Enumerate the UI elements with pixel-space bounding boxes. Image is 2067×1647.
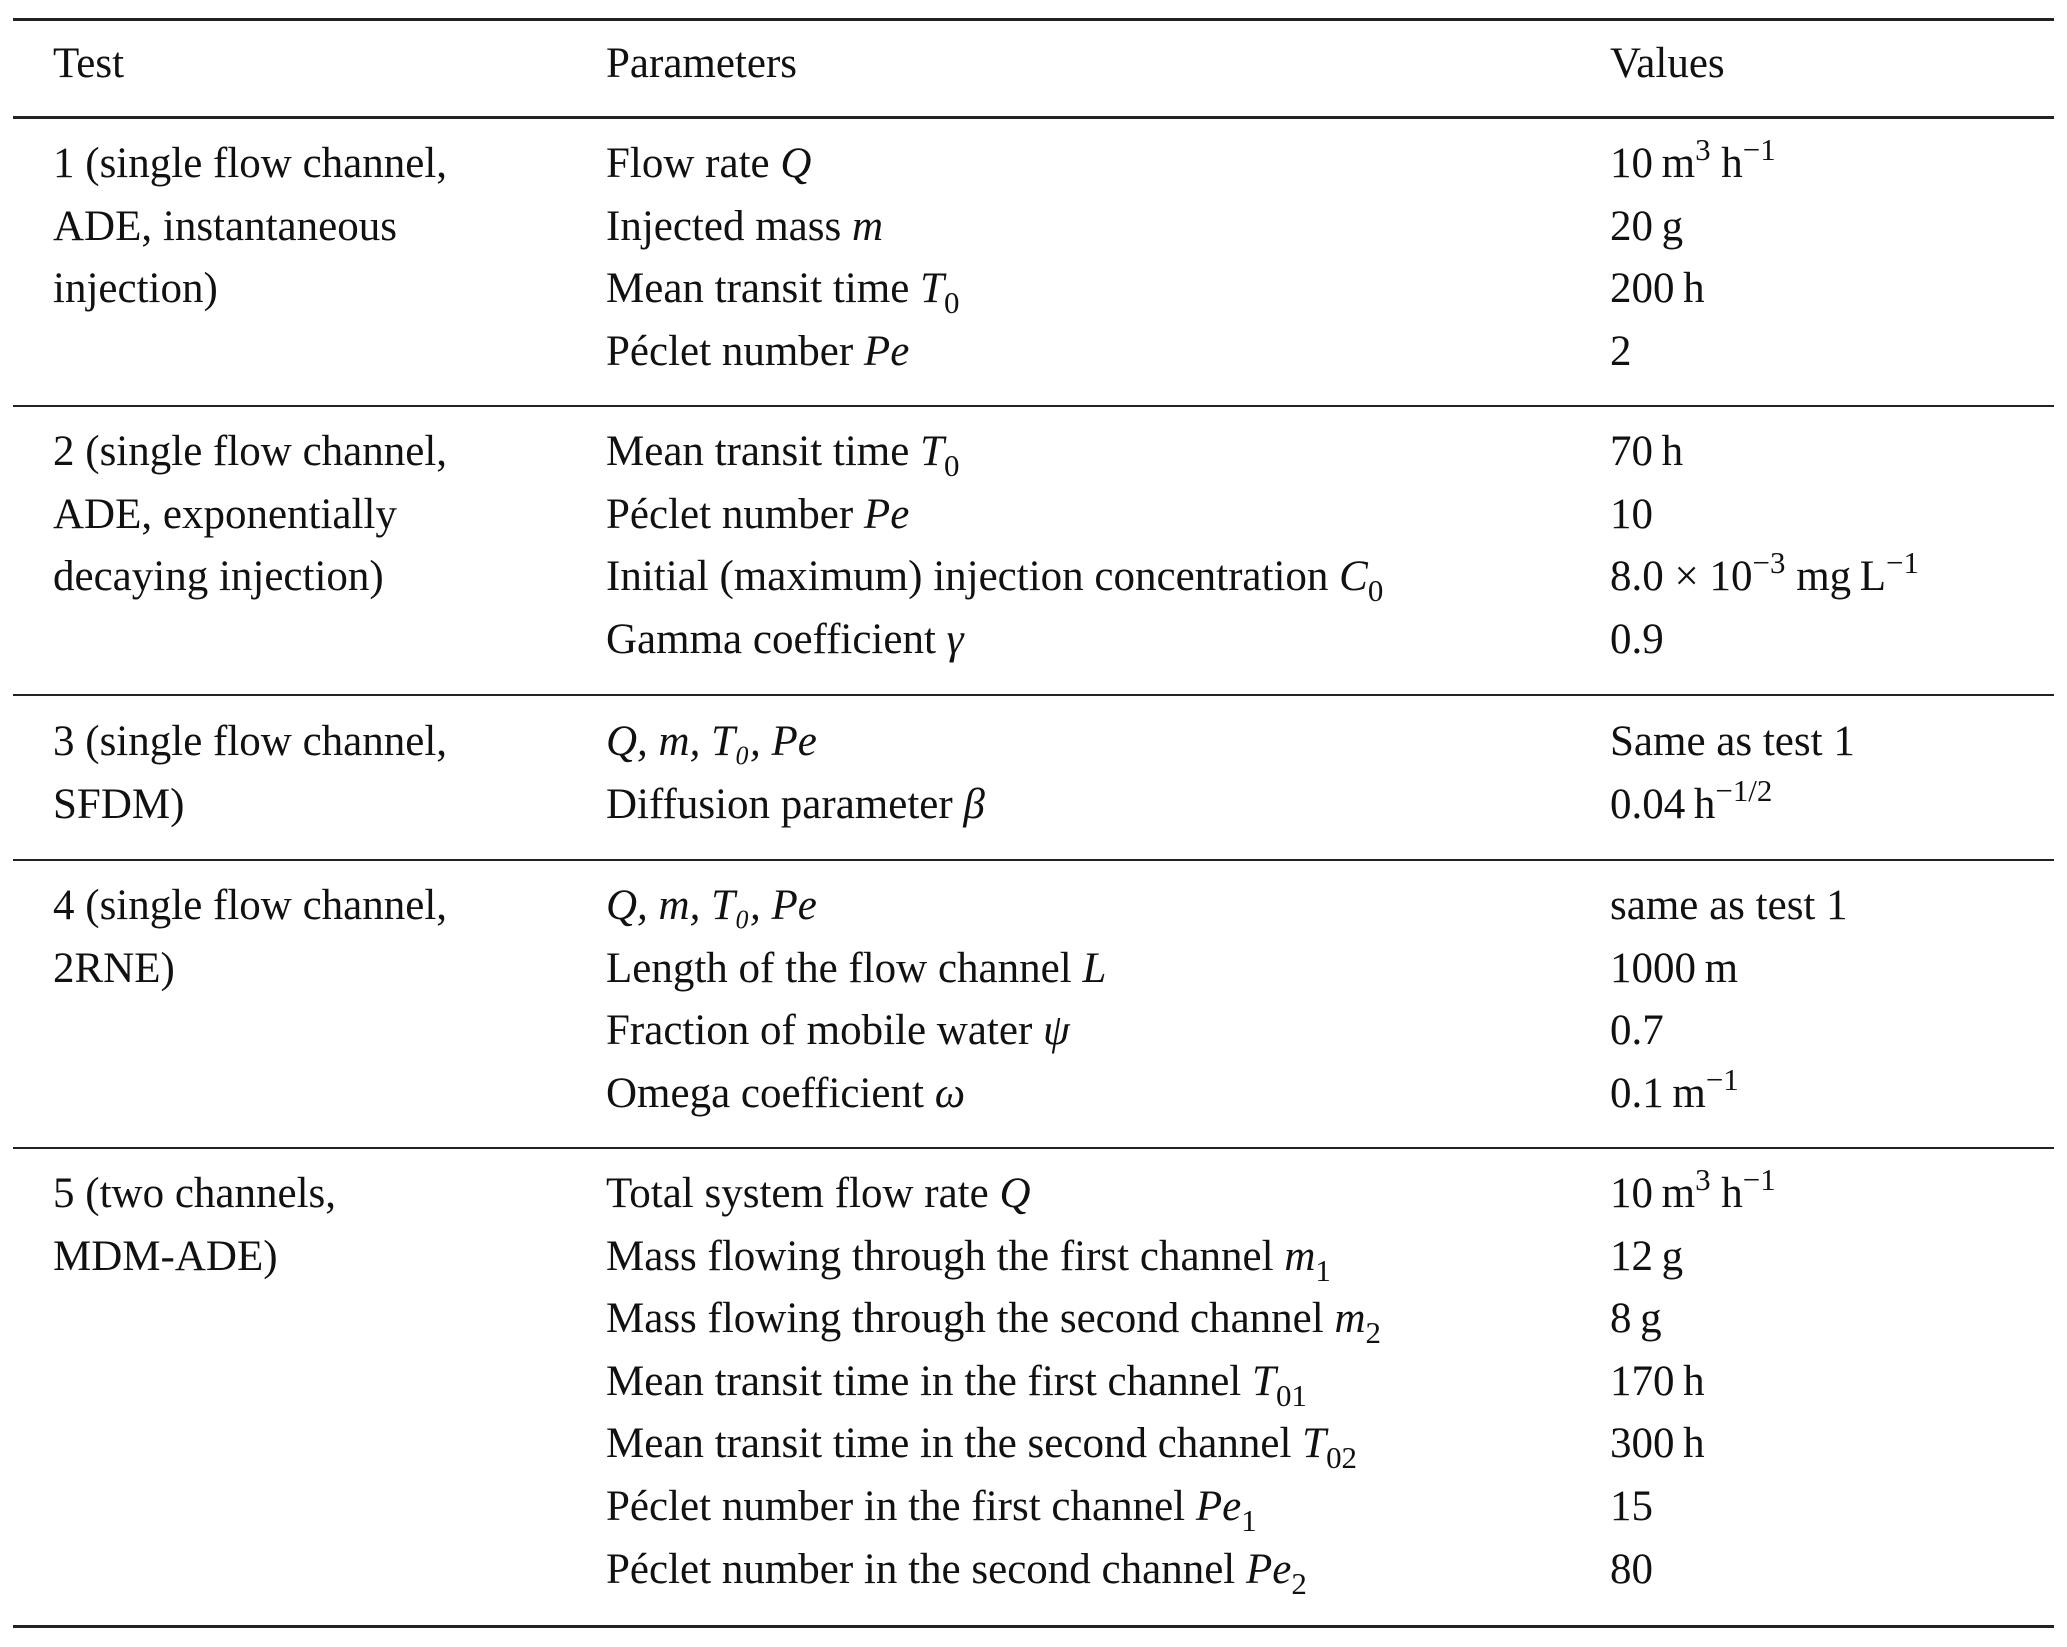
parameter-symbol: C [1339,553,1368,601]
parameter-symbol: Q [999,1170,1031,1217]
value-text: 0.9 [1610,615,1664,663]
test-label-line: ADE, exponentially [53,490,397,538]
value-text: 80 [1610,1545,1653,1593]
parameter-name [606,321,959,384]
test-label-line: decaying injection) [53,553,384,601]
parameter-name [606,875,1106,938]
value-exponent: −1/2 [1715,772,1773,808]
parameter-list [606,421,1383,671]
value-text: 0.1 m [1610,1069,1706,1117]
parameter-symbol: Pe [863,327,910,375]
parameter-text: Mass flowing through the second channel [606,1295,1335,1343]
parameter-value [1610,1539,1776,1602]
column-header-test: Test [53,40,125,87]
parameter-text: Péclet number [606,490,864,538]
value-text: same as test 1 [1610,882,1848,929]
parameter-symbol: Pe [863,490,910,538]
value-text: 300 h [1610,1420,1705,1468]
value-list [1610,875,1848,1125]
parameter-name [606,1063,1106,1126]
parameter-text: Mass flowing through the first channel [606,1232,1285,1280]
test-label [53,875,447,1000]
test-label-line: SFDM) [53,780,185,828]
parameter-name [606,1226,1381,1289]
row-separator [13,1147,2054,1149]
value-text: Same as test 1 [1610,718,1855,765]
value-text: 20 g [1610,202,1684,250]
value-text: 10 m [1610,140,1696,187]
parameter-symbol: T [920,428,944,475]
test-label-line: 2 (single flow channel, [53,428,448,475]
test-label [53,711,447,836]
parameter-list [606,133,959,383]
parameter-value [1610,609,1919,672]
parameter-name [606,1539,1381,1602]
value-unit: h [1710,140,1743,187]
row-separator [13,694,2054,696]
parameter-list [606,1163,1381,1601]
parameter-text: Length of the flow channel [606,944,1083,992]
parameter-name [606,1413,1381,1476]
symbol-subscript: 02 [1326,1440,1358,1476]
test-label-line: 5 (two channels, [53,1170,337,1217]
parameter-symbol: m [851,202,884,250]
parameter-symbol: β [963,780,985,828]
parameter-symbol: m [1284,1232,1316,1280]
value-text: 8.0 × 10 [1610,553,1753,601]
parameter-value [1610,1226,1776,1289]
value-unit: h [1710,1170,1743,1217]
parameter-value [1610,1063,1848,1126]
symbol-subscript: 1 [1241,1502,1257,1538]
value-text: 8 g [1610,1295,1662,1343]
parameter-symbol: Q, m, T₀, Pe [606,718,817,765]
test-label-line: 4 (single flow channel, [53,882,448,929]
parameter-value [1610,258,1776,321]
symbol-subscript: 0 [943,285,960,321]
bottom-rule [13,1625,2054,1628]
parameter-name [606,609,1383,672]
value-list [1610,711,1855,836]
parameter-value [1610,546,1919,609]
header-rule [13,116,2054,119]
parameter-name [606,1163,1381,1226]
parameter-value [1610,321,1776,384]
parameter-text: Diffusion parameter [606,780,964,828]
test-label-line: 1 (single flow channel, [53,140,448,187]
value-list [1610,421,1919,671]
parameter-name [606,421,1383,484]
parameter-value [1610,1288,1776,1351]
test-label-line: injection) [53,265,218,313]
value-list [1610,1163,1776,1601]
value-text: 2 [1610,327,1632,375]
row-separator [13,405,2054,407]
parameter-text: Péclet number in the second channel [606,1545,1247,1593]
parameter-value [1610,711,1855,774]
parameter-value [1610,133,1776,196]
value-text: 10 [1610,490,1653,538]
test-label [53,1163,336,1288]
parameter-text: Flow rate [606,140,781,187]
parameter-text: Omega coefficient [606,1069,935,1117]
test-label [53,133,447,321]
parameter-name [606,1288,1381,1351]
parameter-name [606,546,1383,609]
value-text: 0.04 h [1610,780,1716,828]
symbol-subscript: 2 [1291,1565,1307,1601]
parameter-symbol: m [1334,1295,1366,1343]
value-exponent: −3 [1752,545,1786,581]
parameter-name [606,1351,1381,1414]
value-text: 70 h [1610,428,1684,475]
parameter-value [1610,196,1776,259]
parameter-text: Mean transit time in the first channel [606,1357,1253,1405]
parameter-name [606,938,1106,1001]
parameter-value [1610,1413,1776,1476]
value-text: 200 h [1610,265,1705,313]
value-list [1610,133,1776,383]
value-text: 1000 m [1610,944,1739,992]
parameter-list [606,711,985,836]
parameter-name [606,711,985,774]
unit-exponent: −1 [1742,131,1776,167]
parameter-symbol: Pe [1246,1545,1292,1593]
parameter-text: Fraction of mobile water [606,1007,1044,1055]
parameter-text: Initial (maximum) injection concentration [606,553,1340,601]
value-exponent: −1 [1705,1061,1739,1097]
symbol-subscript: 0 [943,447,960,483]
symbol-subscript: 1 [1315,1252,1331,1288]
parameter-value [1610,484,1919,547]
parameter-text: Mean transit time in the second channel [606,1420,1303,1468]
parameter-name [606,133,959,196]
value-unit: mg L [1785,553,1887,601]
value-text: 10 m [1610,1170,1696,1217]
parameter-text: Péclet number in the first channel [606,1482,1196,1530]
parameter-value [1610,1000,1848,1063]
parameter-symbol: ω [934,1069,966,1117]
symbol-subscript: 01 [1275,1377,1307,1413]
parameter-value [1610,1476,1776,1539]
unit-exponent: −1 [1742,1161,1776,1197]
parameter-symbol: γ [946,615,964,663]
parameter-text: Mean transit time [606,265,921,313]
parameter-value [1610,875,1848,938]
value-text: 12 g [1610,1232,1684,1280]
parameter-value [1610,1351,1776,1414]
parameter-symbol: ψ [1043,1007,1070,1055]
parameter-text: Injected mass [606,202,852,250]
test-label-line: MDM-ADE) [53,1232,278,1280]
parameter-symbol: T [920,265,944,313]
parameter-text: Péclet number [606,327,864,375]
parameter-name [606,258,959,321]
value-text: 0.7 [1610,1007,1664,1055]
parameter-name [606,196,959,259]
value-exponent: 3 [1695,1161,1711,1197]
parameter-text: Total system flow rate [606,1170,1000,1217]
parameter-value [1610,421,1919,484]
parameter-symbol: Pe [1195,1482,1242,1530]
row-separator [13,859,2054,861]
parameter-symbol: L [1082,944,1107,992]
top-rule [13,18,2054,21]
parameter-text: Gamma coefficient [606,615,947,663]
symbol-subscript: 2 [1365,1315,1382,1351]
unit-exponent: −1 [1886,545,1919,581]
parameter-name [606,1476,1381,1539]
column-header-parameters: Parameters [606,40,798,87]
value-text: 15 [1610,1482,1653,1530]
parameter-list [606,875,1106,1125]
value-text: 170 h [1610,1357,1705,1405]
value-exponent: 3 [1695,131,1711,167]
parameter-name [606,484,1383,547]
column-header-values: Values [1610,40,1725,87]
parameter-symbol: Q, m, T₀, Pe [606,882,817,929]
parameter-symbol: T [1302,1420,1327,1468]
parameter-value [1610,1163,1776,1226]
parameter-value [1610,774,1855,837]
test-label [53,421,447,609]
parameter-text: Mean transit time [606,428,921,475]
parameter-name [606,1000,1106,1063]
test-label-line: ADE, instantaneous [53,202,397,250]
parameter-value [1610,938,1848,1001]
parameter-symbol: T [1252,1357,1276,1405]
test-label-line: 2RNE) [53,944,175,992]
parameter-name [606,774,985,837]
test-label-line: 3 (single flow channel, [53,718,448,765]
parameter-symbol: Q [780,140,812,187]
symbol-subscript: 0 [1367,573,1384,609]
